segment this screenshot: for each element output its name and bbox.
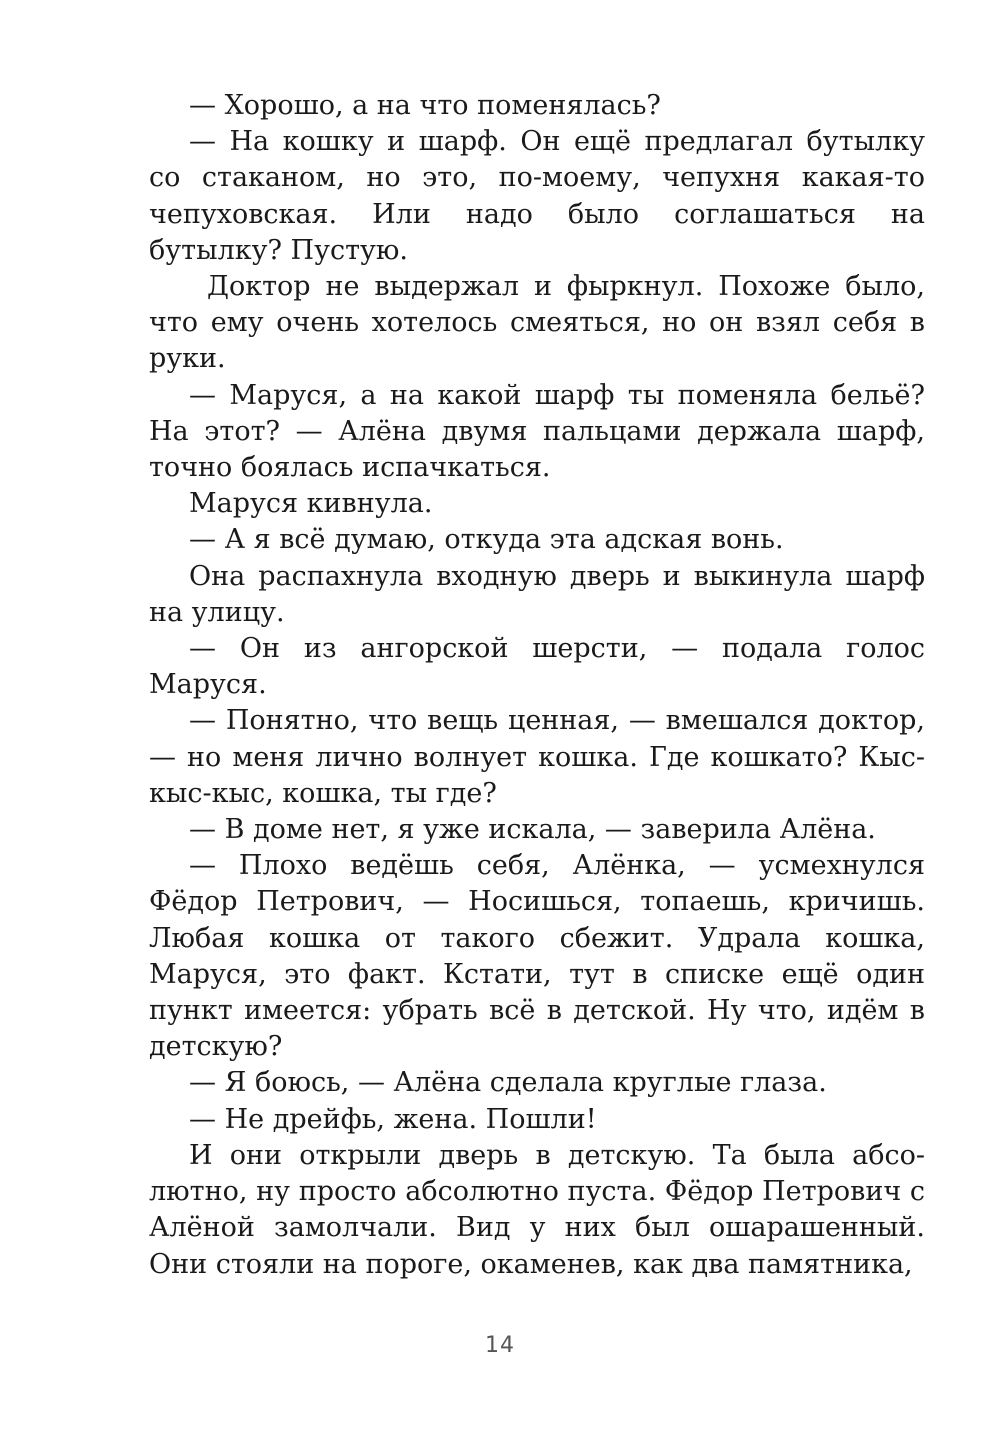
paragraph: — Не дрейфь, жена. Пошли!: [189, 1103, 597, 1135]
paragraph: — В доме нет, я уже искала, — заверила Алёна.: [189, 814, 876, 846]
paragraph: — Плохо ведёшь себя, Алёнка, — усмехнулся Фёдор Петрович, — Носишься, топаешь, кричишь. Любая кошка от такого сбежит. Удрала кошка, Маруся, это факт. Кстати, тут в списке ещё один пункт имеется: убрать всё в детской. Ну что, идём в детскую?: [149, 850, 925, 1063]
paragraph: — А я всё думаю, откуда эта адская вонь.: [189, 524, 784, 556]
body-text: [149, 88, 925, 1283]
paragraph: — Я боюсь, — Алёна сделала круглые глаза.: [189, 1067, 827, 1099]
page-number: 14: [485, 1333, 515, 1358]
paragraph: Она распахнула входную дверь и выкинула шарф на улицу.: [149, 560, 925, 628]
paragraph: — На кошку и шарф. Он ещё предлагал бутылку со стаканом, но это, по-моему, чепухня какая-то чепуховская. Или надо было соглашаться на бутылку? Пустую.: [149, 126, 925, 266]
paragraph: Маруся кивнула.: [189, 488, 433, 520]
paragraph: — Понятно, что вещь ценная, — вмешался доктор, — но меня лично волнует кошка. Где кошкато? Кыс-кыс-кыс, кошка, ты где?: [149, 705, 925, 809]
paragraph: И они открыли дверь в детскую. Та была абсолютно, ну просто абсолютно пуста. Фёдор Петрович с Алёной замолчали. Вид у них был ошарашенный. Они стояли на пороге, окаменев, как два памятника,: [149, 1139, 925, 1280]
paragraph: — Он из ангорской шерсти, — подала голос Маруся.: [149, 633, 925, 701]
paragraph: — Хорошо, а на что поменялась?: [189, 90, 661, 121]
paragraph: — Маруся, а на какой шарф ты поменяла бельё? На этот? — Алёна двумя пальцами держала шарф, точно боялась испачкаться.: [149, 379, 925, 484]
paragraph: Доктор не выдержал и фыркнул. Похоже было, что ему очень хотелось смеяться, но он взял себя в руки.: [149, 271, 925, 375]
